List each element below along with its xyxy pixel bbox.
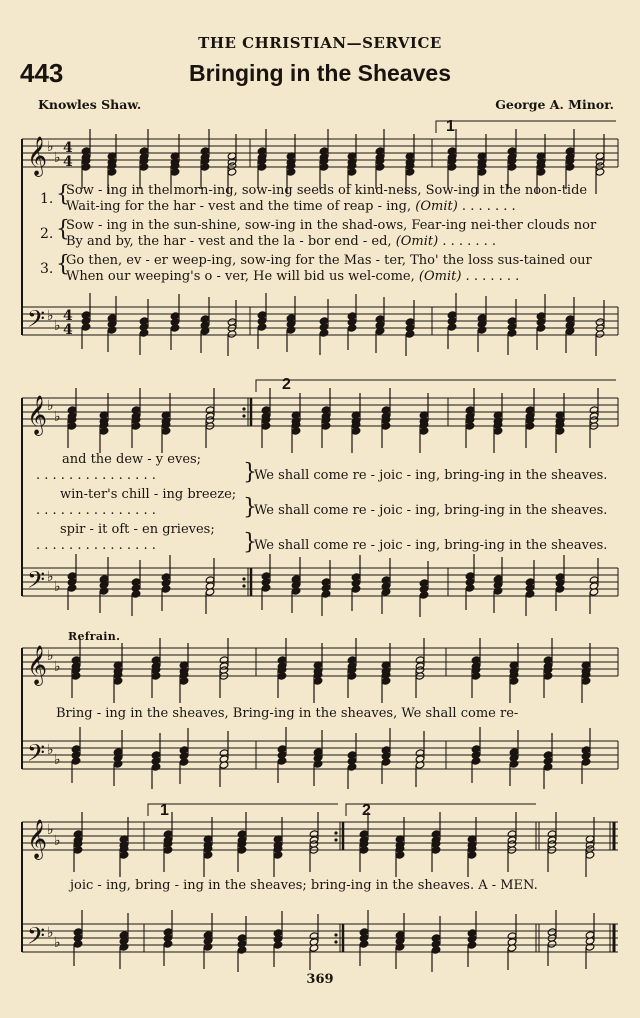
svg-text:4: 4	[63, 154, 73, 170]
staff-bass-4	[22, 924, 618, 952]
svg-text:4: 4	[63, 322, 73, 338]
treble-clef-icon: 𝄞	[27, 645, 48, 685]
svg-text:♭: ♭	[47, 925, 54, 941]
verse-number: 3.	[40, 261, 54, 277]
verse-number: 2.	[40, 226, 54, 242]
bass-clef-icon: 𝄢	[27, 922, 46, 955]
svg-text:♭: ♭	[47, 648, 54, 664]
system2-line-3-first: spir - it oft - en grieves;	[60, 522, 215, 537]
ending-number: 1	[160, 802, 169, 819]
verse-2-line-1: Sow - ing in the sun-shine, sow-ing in the shad-ows, Fear-ing nei-ther clouds nor	[66, 218, 597, 233]
svg-text:4: 4	[63, 308, 73, 324]
bass-clef-icon: 𝄢	[27, 305, 46, 338]
svg-text:♭: ♭	[47, 742, 54, 758]
svg-text:♭: ♭	[54, 833, 61, 849]
system2-line-1-second: We shall come re - joic - ing, bring-ing in the sheaves.	[254, 468, 608, 483]
system2-line-2-first: win-ter's chill - ing breeze;	[60, 487, 237, 502]
system2-line-1-first: and the dew - y eves;	[62, 452, 202, 467]
bass-clef-icon: 𝄢	[27, 566, 46, 599]
svg-text:♭: ♭	[54, 409, 61, 425]
svg-text:♭: ♭	[54, 318, 61, 334]
ending-number: 1	[446, 118, 455, 135]
ending-number: 2	[362, 802, 371, 819]
svg-text:♭: ♭	[47, 398, 54, 414]
verse-3-line-1: Go then, ev - er weep-ing, sow-ing for the Mas - ter, Tho' the loss sus-tained our	[66, 253, 592, 268]
treble-clef-icon: 𝄞	[27, 395, 48, 435]
svg-text:♭: ♭	[47, 569, 54, 585]
lyricist-credit: Knowles Shaw.	[38, 97, 142, 112]
verse-number: 1.	[40, 191, 54, 207]
svg-text:♭: ♭	[54, 935, 61, 951]
svg-text:♭: ♭	[54, 752, 61, 768]
svg-text:♭: ♭	[54, 150, 61, 166]
verse-3-line-2: When our weeping's o - ver, He will bid us wel-come,	[66, 269, 415, 284]
page-number: 369	[306, 972, 334, 987]
staff-treble-4	[22, 822, 618, 850]
verse-2-line-2: By and by, the har - vest and the la - bor end - ed,	[66, 234, 392, 249]
hymn-number: 443	[20, 58, 64, 88]
svg-text:♭: ♭	[54, 659, 61, 675]
omit-marker: (Omit)	[395, 234, 439, 249]
svg-text:♭: ♭	[47, 139, 54, 155]
svg-text:♭: ♭	[54, 579, 61, 595]
treble-clef-icon: 𝄞	[27, 819, 48, 859]
ending-number: 2	[282, 376, 291, 393]
svg-text:♭: ♭	[47, 308, 54, 324]
omit-marker: (Omit)	[418, 269, 462, 284]
bass-clef-icon: 𝄢	[27, 739, 46, 772]
verse-1-line-2: Wait-ing for the har - vest and the time of reap - ing,	[66, 199, 412, 214]
verse-1-line-1: Sow - ing in the morn-ing, sow-ing seeds of kind-ness, Sow-ing in the noon-tide	[66, 183, 588, 198]
section-title: THE CHRISTIAN—SERVICE	[198, 34, 442, 52]
treble-clef-icon: 𝄞	[27, 136, 48, 176]
refrain-line-2: joic - ing, bring - ing in the sheaves; bring-ing in the sheaves. A - MEN.	[70, 878, 538, 893]
composer-credit: George A. Minor.	[495, 97, 614, 112]
omit-marker: (Omit)	[415, 199, 458, 214]
system2-line-2-second: We shall come re - joic - ing, bring-ing in the sheaves.	[254, 503, 608, 518]
refrain-label: Refrain.	[68, 630, 121, 643]
hymn-title: Bringing in the Sheaves	[189, 60, 451, 86]
refrain-line-1: Bring - ing in the sheaves, Bring-ing in the sheaves, We shall come re-	[56, 706, 519, 721]
system2-line-3-second: We shall come re - joic - ing, bring-ing in the sheaves.	[254, 538, 608, 553]
svg-text:♭: ♭	[47, 822, 54, 838]
svg-text:4: 4	[63, 140, 73, 156]
